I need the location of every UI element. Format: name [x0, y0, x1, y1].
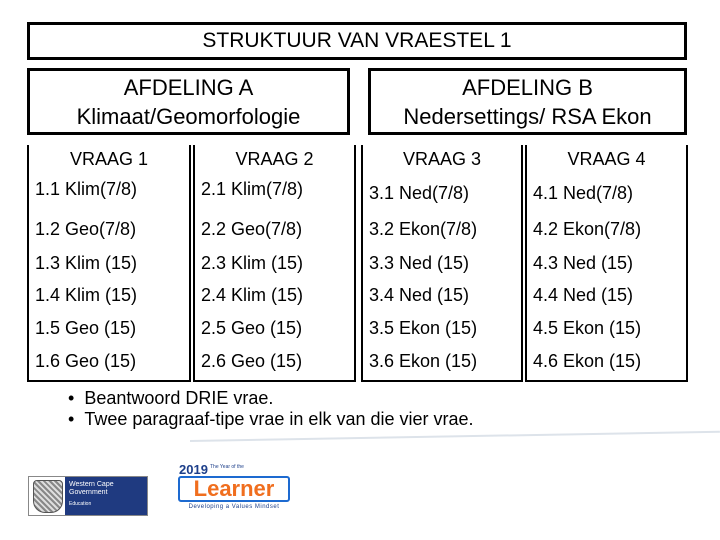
divider	[190, 431, 720, 442]
question-column-1	[27, 145, 191, 382]
list-item: 1.5 Geo (15)	[35, 318, 137, 338]
list-item: 1.6 Geo (15)	[35, 351, 137, 371]
question-column-2	[193, 145, 356, 382]
list-item: 2.6 Geo (15)	[201, 351, 303, 371]
list-item: 4.1 Ned(7/8)	[533, 183, 634, 203]
page-title: STRUKTUUR VAN VRAESTEL 1	[27, 22, 687, 60]
list-item: 4.2 Ekon(7/8)	[533, 219, 642, 239]
column-header: VRAAG 4	[567, 149, 646, 169]
question-column-3	[361, 145, 523, 382]
list-item: 2.3 Klim (15)	[201, 253, 304, 273]
instruction-item	[68, 409, 474, 430]
column-header: VRAAG 3	[402, 149, 482, 169]
list-item: 3.1 Ned(7/8)	[369, 183, 470, 203]
department-a-subtitle: Klimaat/Geomorfologie	[76, 103, 301, 129]
instruction-text: Twee paragraaf-tipe vrae in elk van die vier vrae.	[84, 409, 474, 429]
instruction-text: Beantwoord DRIE vrae.	[84, 388, 274, 408]
year-of-the-learner-logo	[178, 462, 290, 514]
learner-logo-tagline: Developing a Values Mindset	[188, 504, 280, 510]
list-item: 2.1 Klim(7/8)	[201, 179, 304, 199]
list-item: 4.5 Ekon (15)	[533, 318, 642, 338]
list-item: 1.3 Klim (15)	[35, 253, 138, 273]
instruction-item	[68, 388, 474, 409]
list-item: 1.4 Klim (15)	[35, 285, 138, 305]
western-cape-government-logo	[28, 476, 148, 516]
coat-of-arms-icon	[33, 480, 63, 513]
list-item: 3.6 Ekon (15)	[369, 351, 478, 371]
department-a-header	[27, 68, 350, 135]
wcg-logo-panel: Western Cape Government Education	[65, 477, 147, 515]
column-header: VRAAG 2	[235, 149, 314, 169]
list-item: 3.4 Ned (15)	[369, 285, 470, 305]
list-item: 3.2 Ekon(7/8)	[369, 219, 478, 239]
list-item: 4.4 Ned (15)	[533, 285, 634, 305]
list-item: 3.3 Ned (15)	[369, 253, 470, 273]
list-item: 2.2 Geo(7/8)	[201, 219, 303, 239]
learner-logo-subtitle: The Year of the	[210, 464, 244, 470]
list-item: 2.4 Klim (15)	[201, 285, 304, 305]
bullet-icon: •	[68, 388, 75, 408]
list-item: 2.5 Geo (15)	[201, 318, 303, 338]
department-b-name: AFDELING B	[462, 74, 593, 100]
learner-logo-year: 2019	[179, 462, 208, 477]
instructions-list	[68, 388, 474, 430]
list-item: 3.5 Ekon (15)	[369, 318, 478, 338]
bullet-icon: •	[68, 409, 75, 429]
question-column-4	[525, 145, 688, 382]
list-item: 4.6 Ekon (15)	[533, 351, 642, 371]
department-b-header	[368, 68, 687, 135]
column-header: VRAAG 1	[69, 149, 149, 169]
department-a-name: AFDELING A	[123, 74, 254, 100]
list-item: 4.3 Ned (15)	[533, 253, 634, 273]
department-b-subtitle: Nedersettings/ RSA Ekon	[403, 103, 652, 129]
list-item: 1.2 Geo(7/8)	[35, 219, 137, 239]
learner-logo-word: Learner	[178, 476, 290, 502]
list-item: 1.1 Klim(7/8)	[35, 179, 138, 199]
